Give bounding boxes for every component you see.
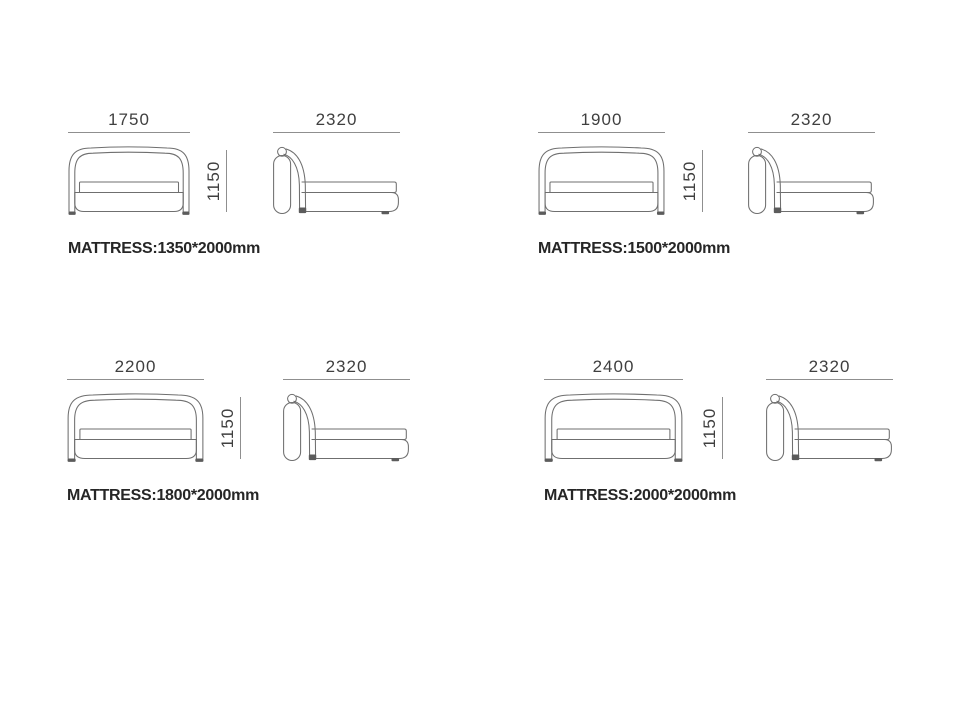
headboard-frame	[545, 394, 682, 459]
height-dimension-line	[722, 397, 723, 459]
height-dimension-value: 1150	[204, 160, 223, 202]
mattress	[80, 429, 191, 440]
mattress	[302, 182, 396, 193]
side-length-dimension	[766, 357, 893, 380]
mattress	[550, 182, 653, 193]
rear-foot	[875, 458, 883, 461]
tube-foot	[309, 455, 316, 461]
bed-side-view-drawing	[273, 145, 400, 216]
rear-foot	[857, 211, 865, 214]
bed-front-view-drawing	[67, 392, 204, 463]
dimension-line	[766, 379, 893, 380]
dimension-line	[283, 379, 410, 380]
frame-tube	[759, 149, 781, 212]
height-dimension-line	[240, 397, 241, 459]
mattress	[795, 429, 889, 440]
bed-side-view-drawing	[748, 145, 875, 216]
front-width-value: 1900	[580, 110, 623, 129]
bed-base	[312, 440, 408, 459]
left-foot	[69, 212, 76, 215]
headboard-panel	[274, 156, 291, 214]
bed-front-view-drawing	[68, 145, 190, 216]
rear-foot	[392, 458, 400, 461]
side-length-value: 2320	[808, 357, 851, 376]
bed-base	[552, 440, 676, 459]
dimension-line	[273, 132, 400, 133]
mattress	[557, 429, 670, 440]
right-foot	[182, 212, 189, 215]
side-length-value: 2320	[790, 110, 833, 129]
bed-base	[777, 193, 873, 212]
frame-tube	[777, 396, 799, 459]
bed-base	[545, 193, 658, 212]
dimension-line	[67, 379, 204, 380]
dimension-line	[68, 132, 190, 133]
tube-foot	[792, 455, 799, 461]
tube-foot	[774, 208, 781, 214]
dimension-line	[538, 132, 665, 133]
bed-base	[302, 193, 398, 212]
height-dimension-line	[226, 150, 227, 212]
left-foot	[539, 212, 546, 215]
right-foot	[195, 459, 203, 462]
headboard-panel	[767, 403, 784, 461]
tube-foot	[299, 208, 306, 214]
dimension-line	[544, 379, 683, 380]
side-length-value: 2320	[325, 357, 368, 376]
headboard-frame	[539, 147, 664, 212]
mattress-size-label: MATTRESS:1800*2000mm	[67, 487, 260, 504]
left-foot	[545, 459, 553, 462]
front-width-value: 1750	[108, 110, 150, 129]
frame-tube	[294, 396, 316, 459]
bed-front-view-drawing	[544, 392, 683, 463]
rear-foot	[382, 211, 390, 214]
mattress-size-label: MATTRESS:2000*2000mm	[544, 487, 737, 504]
mattress	[312, 429, 406, 440]
mattress	[80, 182, 179, 193]
side-length-dimension	[283, 357, 410, 380]
bed-base	[75, 193, 183, 212]
side-length-value: 2320	[315, 110, 358, 129]
front-width-value: 2200	[114, 357, 157, 376]
bed-base	[75, 440, 197, 459]
front-width-dimension	[544, 357, 683, 380]
side-length-dimension	[748, 110, 875, 133]
headboard-panel	[749, 156, 766, 214]
bed-side-view-drawing	[766, 392, 893, 463]
right-foot	[674, 459, 682, 462]
height-dimension-value: 1150	[700, 407, 719, 449]
front-width-dimension	[68, 110, 190, 133]
front-width-value: 2400	[592, 357, 635, 376]
headboard-panel	[284, 403, 301, 461]
frame-tube	[284, 149, 306, 212]
height-dimension-value: 1150	[680, 160, 699, 202]
headboard-frame	[69, 147, 189, 212]
height-dimension-value: 1150	[218, 407, 237, 449]
front-width-dimension	[538, 110, 665, 133]
height-dimension-line	[702, 150, 703, 212]
front-width-dimension	[67, 357, 204, 380]
bed-front-view-drawing	[538, 145, 665, 216]
right-foot	[657, 212, 664, 215]
left-foot	[68, 459, 76, 462]
mattress	[777, 182, 871, 193]
dimension-line	[748, 132, 875, 133]
mattress-size-label: MATTRESS:1500*2000mm	[538, 240, 731, 257]
mattress-size-label: MATTRESS:1350*2000mm	[68, 240, 261, 257]
bed-base	[795, 440, 891, 459]
headboard-frame	[68, 394, 203, 459]
side-length-dimension	[273, 110, 400, 133]
bed-side-view-drawing	[283, 392, 410, 463]
